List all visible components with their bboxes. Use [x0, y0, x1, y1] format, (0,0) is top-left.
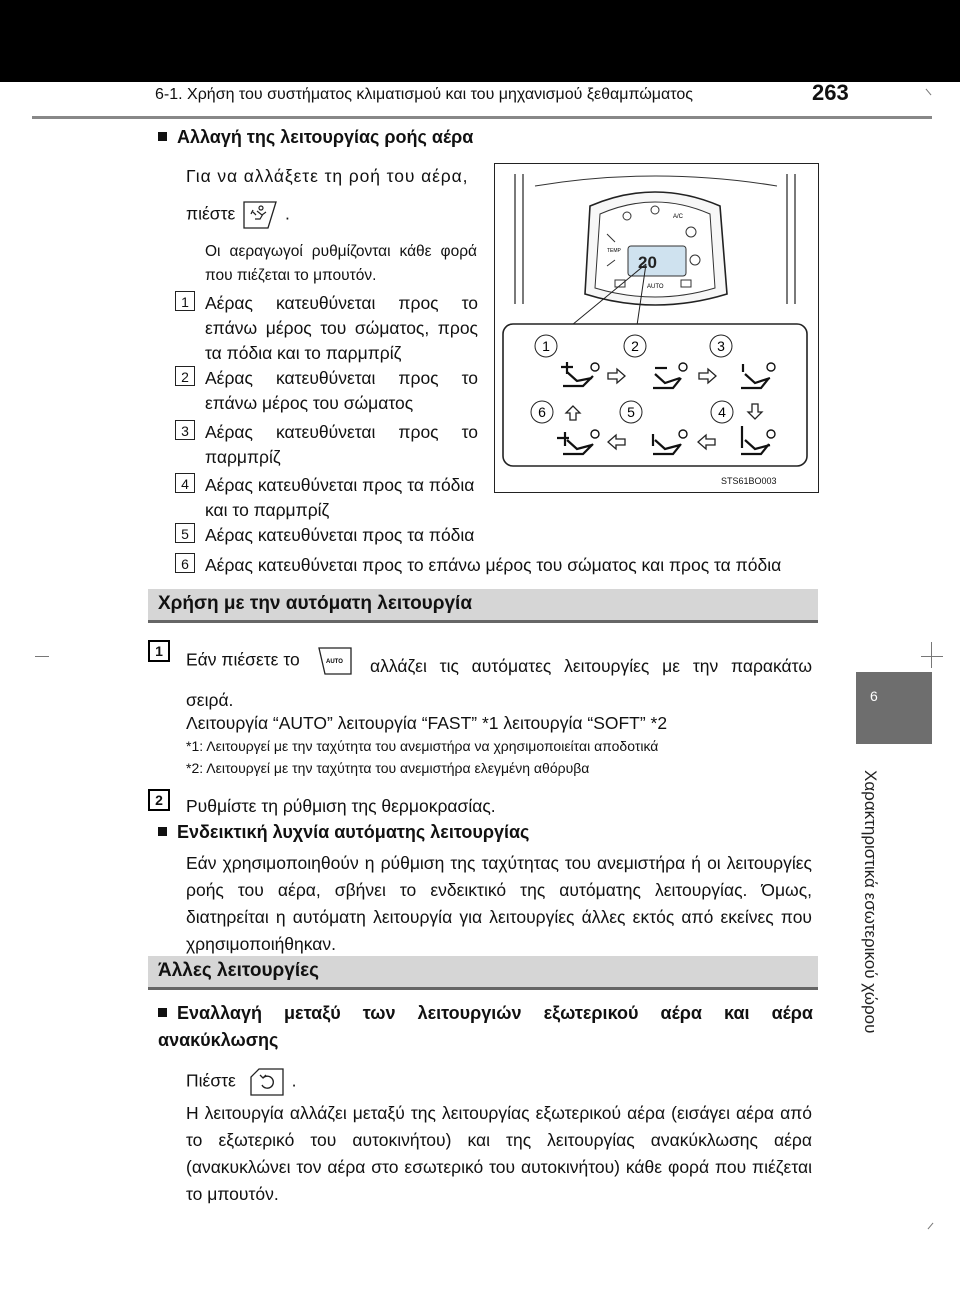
- airflow-heading: Αλλαγή της λειτουργίας ροής αέρα: [177, 127, 474, 147]
- indicator-heading: Ενδεικτική λυχνία αυτόματης λειτουργίας: [177, 822, 530, 842]
- figure-code: STS61BO003: [721, 476, 777, 486]
- item-text-5: Αέρας κατευθύνεται προς τα πόδια: [205, 525, 475, 545]
- recirculation-button-icon: [247, 1065, 287, 1099]
- bullet-square: [158, 827, 167, 836]
- item-number-1: 1: [175, 291, 195, 311]
- page-number: 263: [812, 80, 849, 105]
- header-rule: [32, 116, 932, 119]
- panel-temp-label: TEMP: [607, 248, 621, 254]
- item-text-2: Αέρας κατευθύνεται προς το επάνω μέρος του σώματος: [205, 368, 478, 413]
- airflow-intro-press: πιέστε: [186, 203, 236, 224]
- section-title-auto: Χρήση με την αυτόματη λειτουργία: [158, 593, 473, 614]
- airflow-intro-line1: Για να αλλάξετε τη ροή του αέρα,: [186, 166, 469, 186]
- section-bar-auto: [148, 589, 818, 623]
- item-number-4: 4: [175, 473, 195, 493]
- recirc-heading: Εναλλαγή μεταξύ των λειτουργιών εξωτερικού αέρα και αέρα ανακύκλωσης: [158, 1003, 813, 1050]
- auto-key-label: AUTO: [325, 659, 343, 665]
- airflow-heading-row: [158, 127, 473, 148]
- recirc-press-end: .: [291, 1070, 297, 1091]
- step1-text-a: Εάν πιέσετε το: [186, 649, 300, 670]
- callout-5: 5: [627, 404, 635, 420]
- running-header: 6-1. Χρήση του συστήματος κλιματισμού και του μηχανισμού ξεθαμπώματος: [155, 86, 693, 103]
- recirc-heading-row: [158, 1000, 813, 1054]
- chapter-number: 6: [870, 688, 878, 704]
- crop-mark: [921, 656, 943, 657]
- item-text-6: Αέρας κατευθύνεται προς το επάνω μέρος του σώματος και προς τα πόδια: [205, 555, 782, 575]
- callout-1: 1: [542, 338, 550, 354]
- item-number-2: 2: [175, 366, 195, 386]
- chapter-title-vertical: [858, 770, 886, 1090]
- footnote-2: *2: Λειτουργεί με την ταχύτητα του ανεμιστήρα ελεγμένη αθόρυβα: [186, 760, 590, 776]
- section-bar-other: [148, 956, 818, 990]
- callout-3: 3: [717, 338, 725, 354]
- callout-4: 4: [718, 404, 726, 420]
- climate-panel-illustration: [495, 164, 818, 492]
- recirc-press-line: [186, 1065, 296, 1099]
- top-black-band: [0, 0, 960, 82]
- footnote-1: *1: Λειτουργεί με την ταχύτητα του ανεμιστήρα να χρησιμοποιείται αποδοτικά: [186, 738, 659, 754]
- panel-display-temp: 20: [638, 253, 657, 272]
- step1-text-b: αλλάζει τις αυτόματες λειτουργίες με την παρακάτω σειρά.: [186, 656, 812, 710]
- airflow-figure: [494, 163, 819, 493]
- item-text-4: Αέρας κατευθύνεται προς τα πόδια και το παρμπρίζ: [205, 475, 475, 520]
- item-number-3: 3: [175, 420, 195, 440]
- item-text-1: Αέρας κατευθύνεται προς το επάνω μέρος του σώματος, προς τα πόδια και το παρμπρίζ: [205, 293, 478, 363]
- step2-text: Ρυθμίστε τη ρύθμιση της θερμοκρασίας.: [186, 796, 496, 816]
- item-number-6: 6: [175, 553, 195, 573]
- recirc-text: Η λειτουργία αλλάζει μεταξύ της λειτουργίας εξωτερικού αέρα (εισάγει αέρα από το εξωτερικό του αυτοκινήτου) και της λειτουργίας ανακύκλωσης αέρα (ανακυκλώνει τον αέρα στο εσωτερικό του αυτοκινήτου) κάθε φορά που πιέζεται το μπουτόν.: [186, 1103, 812, 1204]
- bullet-square: [158, 132, 167, 141]
- airflow-intro-line2: [186, 198, 290, 232]
- indicator-heading-row: [158, 822, 529, 843]
- airflow-mode-button-icon: [240, 198, 280, 232]
- callout-6: 6: [538, 404, 546, 420]
- panel-auto-label: AUTO: [647, 284, 664, 290]
- crop-mark: [926, 89, 932, 96]
- callout-2: 2: [631, 338, 639, 354]
- step-number-1: 1: [148, 640, 170, 662]
- airflow-note: Οι αεραγωγοί ρυθμίζονται κάθε φορά που πιέζεται το μπουτόν.: [205, 243, 477, 284]
- crop-mark: [931, 642, 932, 668]
- indicator-text: Εάν χρησιμοποιηθούν η ρύθμιση της ταχύτητας του ανεμιστήρα ή οι λειτουργίες ροής του αέρα, σβήνει το ενδεικτικό της αυτόματης λειτουργίας. Όμως, διατηρείται η αυτόματη λειτουργία για λειτουργίες άλλες εκτός από εκείνες που χρησιμοποιήθηκαν.: [186, 853, 812, 954]
- modes-line: Λειτουργία “AUTO” λειτουργία “FAST” *1 λειτουργία “SOFT” *2: [186, 713, 668, 733]
- panel-ac-label: A/C: [673, 214, 684, 220]
- crop-mark: [35, 656, 49, 657]
- crop-mark: [928, 1223, 934, 1230]
- step-number-2: 2: [148, 789, 170, 811]
- item-text-3: Αέρας κατευθύνεται προς το παρμπρίζ: [205, 422, 478, 467]
- airflow-intro-end: .: [285, 203, 290, 224]
- chapter-title: Χαρακτηριστικά εσωτερικού χώρου: [861, 770, 880, 1034]
- recirc-press: Πιέστε: [186, 1070, 236, 1091]
- chapter-tab: [856, 672, 932, 744]
- section-title-other: Άλλες λειτουργίες: [158, 960, 320, 981]
- bullet-square: [158, 1008, 167, 1017]
- item-number-5: 5: [175, 523, 195, 543]
